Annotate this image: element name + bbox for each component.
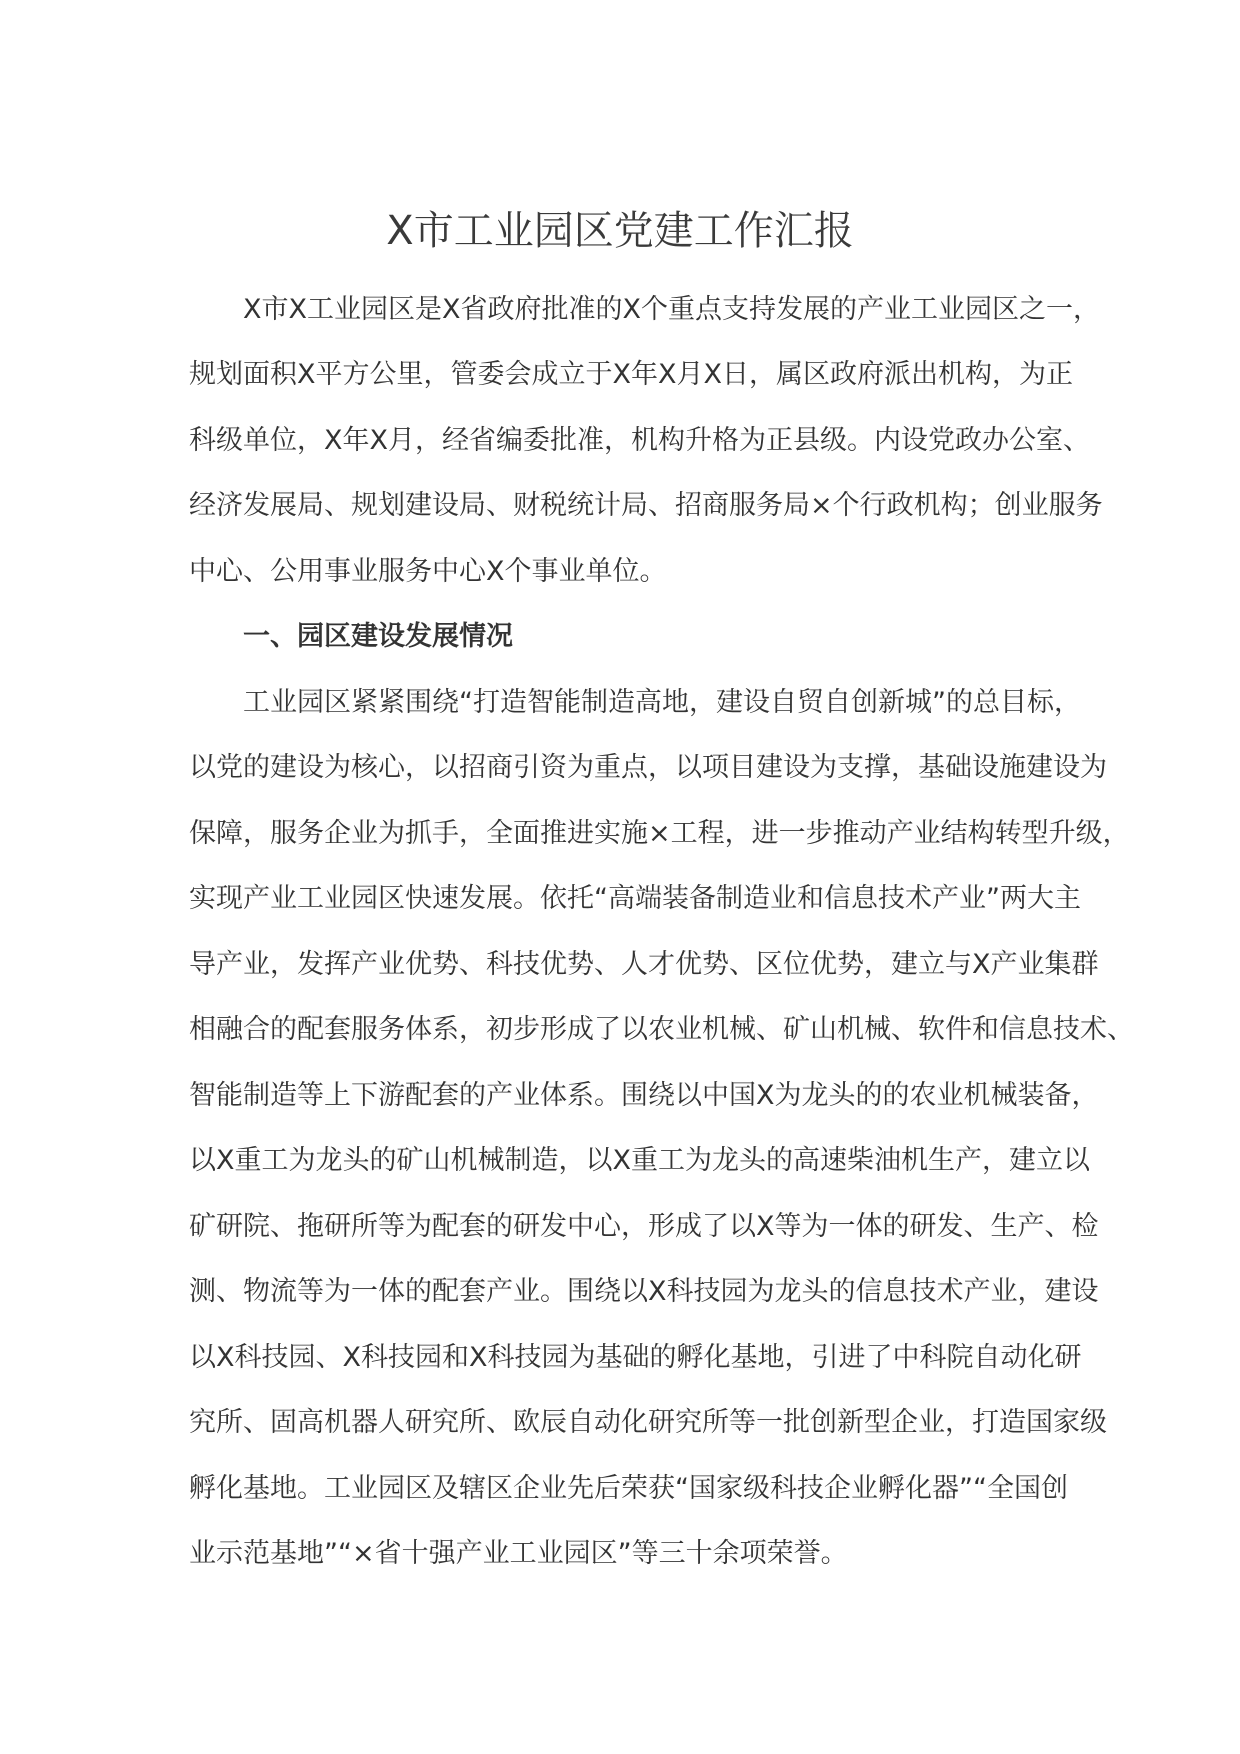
paragraph-line: 工业园区紧紧围绕“打造智能制造高地，建设自贸自创新城”的总目标，: [243, 687, 1081, 718]
paragraph-line: 规划面积X平方公里，管委会成立于X年X月X日，属区政府派出机构，为正: [189, 359, 1073, 390]
paragraph-line: 中心、公用事业服务中心X个事业单位。: [189, 556, 667, 587]
paragraph-line: 相融合的配套服务体系，初步形成了以农业机械、矿山机械、软件和信息技术、: [189, 1014, 1134, 1045]
paragraph-line: 究所、固高机器人研究所、欧辰自动化研究所等一批创新型企业，打造国家级: [189, 1407, 1107, 1438]
paragraph-line: 业示范基地”“×省十强产业工业园区”等三十余项荣誉。: [189, 1538, 848, 1569]
section-heading: 一、园区建设发展情况: [243, 621, 513, 652]
paragraph-line: 以X重工为龙头的矿山机械制造，以X重工为龙头的高速柴油机生产，建立以: [189, 1145, 1090, 1176]
paragraph-line: X市X工业园区是X省政府批准的X个重点支持发展的产业工业园区之一，: [243, 294, 1100, 325]
paragraph-line: 测、物流等为一体的配套产业。围绕以X科技园为龙头的信息技术产业，建设: [189, 1276, 1099, 1307]
document-title: X市工业园区党建工作汇报: [386, 208, 854, 254]
paragraph-line: 科级单位，X年X月，经省编委批准，机构升格为正县级。内设党政办公室、: [189, 425, 1090, 456]
paragraph-line: 保障，服务企业为抓手，全面推进实施×工程，进一步推动产业结构转型升级，: [189, 818, 1130, 849]
paragraph-line: 孵化基地。工业园区及辖区企业先后荣获“国家级科技企业孵化器”“全国创: [189, 1473, 1068, 1504]
paragraph-line: 矿研院、拖研所等为配套的研发中心，形成了以X等为一体的研发、生产、检: [189, 1211, 1099, 1242]
paragraph-line: 智能制造等上下游配套的产业体系。围绕以中国X为龙头的的农业机械装备，: [189, 1080, 1099, 1111]
paragraph-line: 经济发展局、规划建设局、财税统计局、招商服务局×个行政机构；创业服务: [189, 490, 1103, 521]
paragraph-line: 导产业，发挥产业优势、科技优势、人才优势、区位优势，建立与X产业集群: [189, 949, 1099, 980]
paragraph-line: 实现产业工业园区快速发展。依托“高端装备制造业和信息技术产业”两大主: [189, 883, 1081, 914]
paragraph-line: 以党的建设为核心，以招商引资为重点，以项目建设为支撑，基础设施建设为: [189, 752, 1107, 783]
paragraph-line: 以X科技园、X科技园和X科技园为基础的孵化基地，引进了中科院自动化研: [189, 1342, 1082, 1373]
